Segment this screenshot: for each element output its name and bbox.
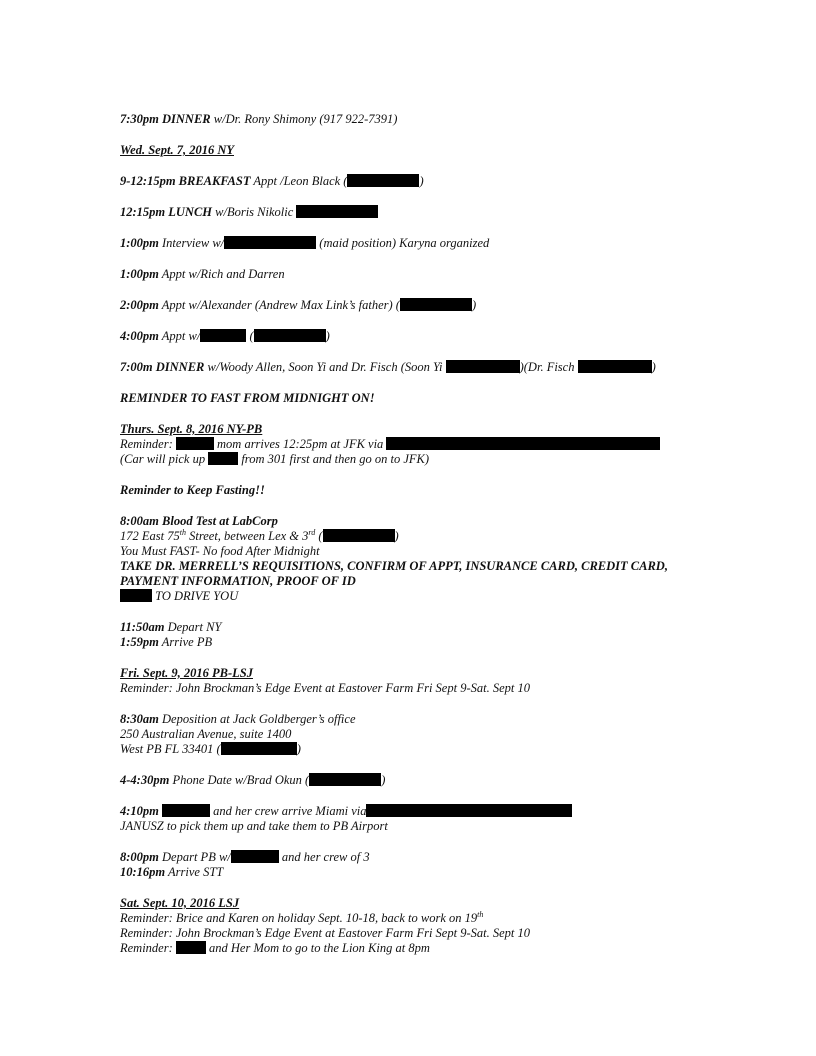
redaction-box [200, 329, 246, 342]
paren: ) [471, 298, 477, 312]
redaction-box [386, 437, 660, 450]
entry-appt-alexander [120, 298, 720, 313]
entry-phone-date [120, 773, 720, 788]
reminder-lion-king [120, 941, 720, 956]
entry-text: (maid position) Karyna organized [316, 236, 490, 250]
paren: ) [381, 773, 386, 787]
entry-crew-arrive [120, 804, 720, 819]
entry-time: 4-4:30pm [120, 773, 170, 787]
entry-text: TO DRIVE YOU [152, 589, 239, 603]
entry-depart-ny [120, 620, 720, 635]
entry-time: 4:00pm [120, 329, 159, 343]
entry-text: Reminder: [120, 437, 176, 451]
deposition-address-1: 250 Australian Avenue, suite 1400 [120, 727, 292, 741]
entry-text: Appt w/Alexander (Andrew Max Link’s father) ( [158, 298, 400, 312]
entry-appt-4pm: 4:00pm Appt w/ ( ) [120, 329, 330, 343]
date-heading-wed: Wed. Sept. 7, 2016 NY [120, 143, 234, 157]
entry-text: Depart PB w/ [158, 850, 231, 864]
entry-time: 8:30am [120, 712, 159, 726]
reminder-edge-event: Reminder: John Brockman’s Edge Event at Eastover Farm Fri Sept 9-Sat. Sept 10 [120, 681, 530, 695]
superscript: rd [308, 528, 316, 537]
date-heading-thurs: Thurs. Sept. 8, 2016 NY-PB [120, 422, 263, 436]
reminder-mom-arrives [120, 437, 720, 452]
entry-dinner-allen [120, 360, 720, 375]
entry-text: Street, between Lex & 3 [185, 529, 309, 543]
reminder-edge-event-2: Reminder: John Brockman’s Edge Event at Eastover Farm Fri Sept 9-Sat. Sept 10 [120, 926, 530, 940]
reminder-fast: REMINDER TO FAST FROM MIDNIGHT ON! [120, 391, 375, 405]
entry-text: Appt w/Rich and Darren [158, 267, 285, 281]
paren: ) [651, 360, 656, 374]
redaction-box [296, 205, 378, 218]
redaction-box [446, 360, 520, 373]
reminder-keep-fasting: Reminder to Keep Fasting!! [120, 483, 265, 497]
entry-text: Arrive PB [158, 635, 213, 649]
redaction-box [254, 329, 326, 342]
entry-text: )(Dr. Fisch [519, 360, 578, 374]
entry-text: 172 East 75 [120, 529, 180, 543]
redaction-box [400, 298, 472, 311]
schedule-document [120, 112, 720, 956]
redaction-box [120, 589, 152, 602]
entry-text: mom arrives 12:25pm at JFK via [213, 437, 387, 451]
date-heading-sat: Sat. Sept. 10, 2016 LSJ [120, 896, 240, 910]
entry-text: Depart NY [164, 620, 222, 634]
entry-time: 7:30pm DINNER [120, 112, 211, 126]
entry-time: 4:10pm [120, 804, 159, 818]
entry-lunch [120, 205, 720, 220]
entry-depart-pb [120, 850, 720, 865]
entry-time: 11:50am [120, 620, 165, 634]
entry-blood-test: 8:00am Blood Test at LabCorp [120, 514, 278, 528]
superscript: th [477, 910, 484, 919]
entry-text: and Her Mom to go to the Lion King at 8pm [205, 941, 430, 955]
entry-text: Deposition at Jack Goldberger’s office [158, 712, 356, 726]
entry-time: 9-12:15pm BREAKFAST [120, 174, 251, 188]
redaction-box [176, 437, 214, 450]
redaction-box [224, 236, 316, 249]
entry-time: 1:59pm [120, 635, 159, 649]
entry-dinner-shimony [120, 112, 720, 127]
take-documents-note: TAKE DR. MERRELL’S REQUISITIONS, CONFIRM OF APPT, INSURANCE CARD, CREDIT CARD, PAYMENT INFORMATION, PROOF OF ID [120, 559, 668, 588]
entry-text: from 301 first and then go on to JFK) [238, 452, 430, 466]
entry-text: Arrive STT [165, 865, 224, 879]
entry-breakfast [120, 174, 720, 189]
redaction-box [309, 773, 381, 786]
entry-text: West PB FL 33401 ( [120, 742, 221, 756]
redaction-box [221, 742, 297, 755]
driver-note [120, 589, 720, 604]
entry-appt-rich [120, 267, 720, 282]
entry-text: w/Dr. Rony Shimony (917 922-7391) [210, 112, 398, 126]
entry-text: w/Woody Allen, Soon Yi and Dr. Fisch (Soon Yi [204, 360, 446, 374]
redaction-box [208, 452, 238, 465]
entry-text: (Car will pick up [120, 452, 209, 466]
entry-time: 7:00m DINNER [120, 360, 205, 374]
entry-text: Reminder: [120, 941, 176, 955]
entry-time: 12:15pm LUNCH [120, 205, 213, 219]
must-fast-note: You Must FAST- No food After Midnight [120, 544, 320, 558]
entry-text: ( [315, 529, 323, 543]
entry-arrive-pb [120, 635, 720, 650]
entry-time: 10:16pm [120, 865, 166, 879]
redaction-box [231, 850, 279, 863]
redaction-box [176, 941, 206, 954]
redaction-box [578, 360, 652, 373]
redaction-box [366, 804, 572, 817]
entry-text: and her crew of 3 [278, 850, 370, 864]
entry-time: 1:00pm [120, 236, 159, 250]
entry-interview [120, 236, 720, 251]
entry-text: and her crew arrive Miami via [210, 804, 367, 818]
paren: ) [325, 329, 330, 343]
entry-time: 2:00pm [120, 298, 159, 312]
entry-deposition [120, 712, 720, 727]
entry-text: Interview w/ [158, 236, 225, 250]
labcorp-address [120, 529, 720, 544]
redaction-box [347, 174, 419, 187]
paren: ) [419, 174, 424, 188]
entry-text: Reminder: Brice and Karen on holiday Sept. 10-18, back to work on 19 [120, 911, 478, 925]
janusz-note: JANUSZ to pick them up and take them to PB Airport [120, 819, 388, 833]
entry-text: Phone Date w/Brad Okun ( [169, 773, 310, 787]
entry-arrive-stt [120, 865, 720, 880]
entry-text: Appt /Leon Black ( [250, 174, 348, 188]
superscript: th [179, 528, 186, 537]
redaction-box [162, 804, 210, 817]
entry-text: Appt w/ [158, 329, 201, 343]
paren: ) [296, 742, 301, 756]
deposition-address-2 [120, 742, 720, 757]
reminder-holiday [120, 911, 720, 926]
date-heading-fri: Fri. Sept. 9, 2016 PB-LSJ [120, 666, 253, 680]
paren: ) [394, 529, 399, 543]
car-pickup-note [120, 452, 720, 467]
entry-time: 1:00pm [120, 267, 159, 281]
entry-text: w/Boris Nikolic [212, 205, 297, 219]
redaction-box [323, 529, 395, 542]
entry-time: 8:00pm [120, 850, 159, 864]
